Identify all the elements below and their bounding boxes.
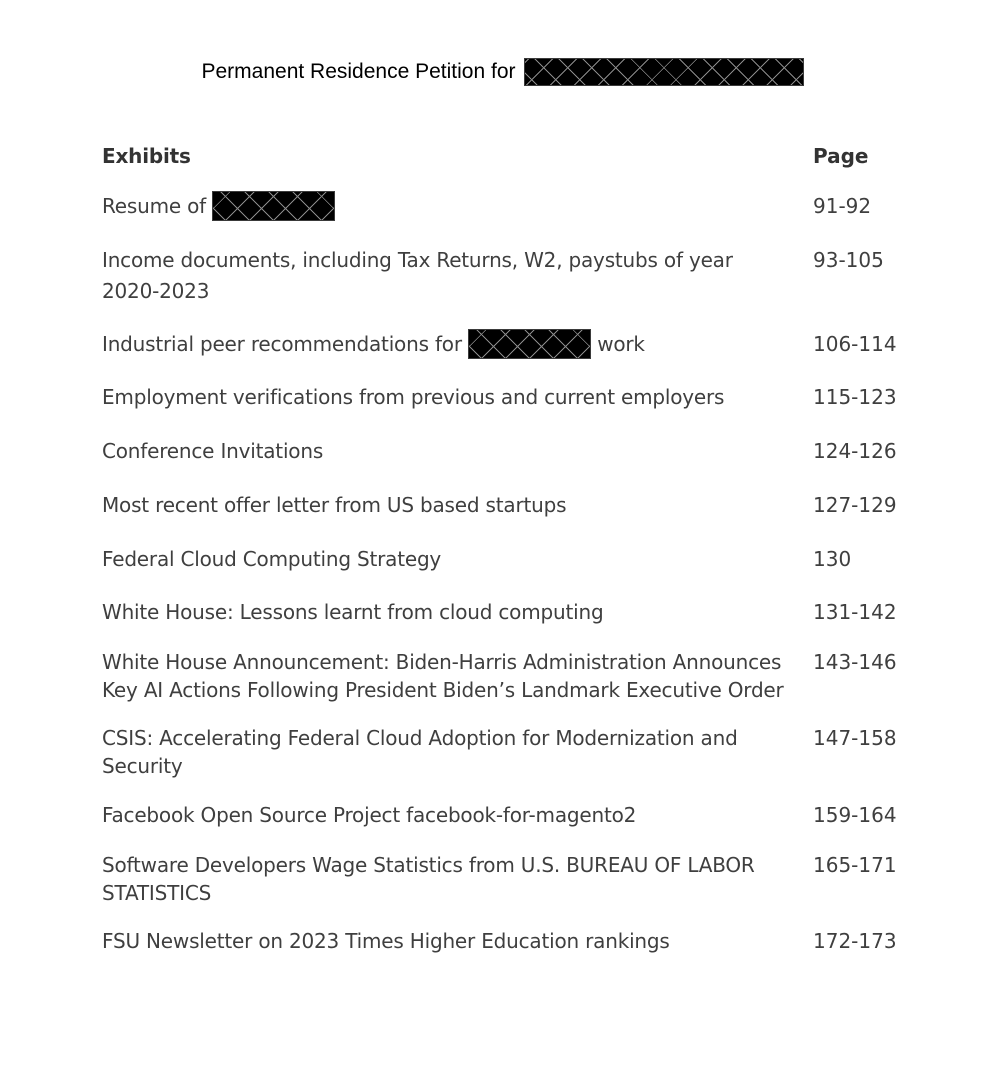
exhibit-pages: 115-123: [813, 385, 897, 409]
exhibit-description: Conference Invitations: [102, 439, 324, 463]
exhibit-description: [102, 192, 792, 221]
redaction-block: [212, 191, 335, 221]
page-header: Page: [813, 144, 869, 168]
exhibit-pages: 91-92: [813, 194, 872, 218]
exhibit-description: CSIS: Accelerating Federal Cloud Adoption for Modernization and Security: [102, 726, 738, 778]
exhibit-pages: 159-164: [813, 803, 897, 827]
exhibit-description: Employment verifications from previous and current employers: [102, 385, 725, 409]
exhibit-text: Resume of: [102, 194, 207, 218]
exhibit-description: Software Developers Wage Statistics from U.S. BUREAU OF LABOR STATISTICS: [102, 853, 755, 905]
exhibit-pages: 143-146: [813, 650, 897, 674]
exhibit-description: Most recent offer letter from US based startups: [102, 493, 567, 517]
exhibit-description: FSU Newsletter on 2023 Times Higher Education rankings: [102, 929, 670, 953]
exhibit-pages: 124-126: [813, 439, 897, 463]
exhibit-pages: 147-158: [813, 726, 897, 750]
exhibit-text: Industrial peer recommendations for: [102, 332, 462, 356]
exhibit-text-suffix: work: [597, 332, 645, 356]
exhibit-description: Facebook Open Source Project facebook-for-magento2: [102, 803, 637, 827]
exhibit-pages: 172-173: [813, 929, 897, 953]
exhibit-pages: 106-114: [813, 332, 897, 356]
exhibit-description: Income documents, including Tax Returns, W2, paystubs of year 2020-2023: [102, 248, 733, 303]
exhibits-header: Exhibits: [102, 144, 191, 168]
exhibit-pages: 131-142: [813, 600, 897, 624]
exhibit-description: [102, 330, 792, 359]
exhibit-pages: 93-105: [813, 248, 884, 272]
exhibit-description: White House Announcement: Biden-Harris Administration Announces Key AI Actions Following President Biden’s Landmark Executive Order: [102, 650, 784, 702]
exhibit-pages: 127-129: [813, 493, 897, 517]
exhibit-description: Federal Cloud Computing Strategy: [102, 547, 442, 571]
exhibit-pages: 165-171: [813, 853, 897, 877]
exhibit-pages: 130: [813, 547, 852, 571]
redaction-block: [468, 329, 591, 359]
exhibit-description: White House: Lessons learnt from cloud computing: [102, 600, 604, 624]
title-text: Permanent Residence Petition for: [201, 60, 516, 83]
document-title: [0, 57, 1005, 87]
redaction-block: [524, 58, 804, 86]
